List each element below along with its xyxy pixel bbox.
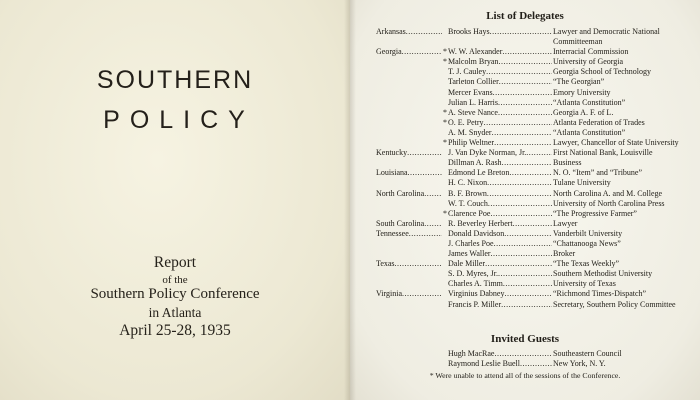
- delegate-name: Donald Davidson: [448, 228, 505, 238]
- delegate-row: [376, 77, 690, 87]
- delegate-affiliation: Vanderbilt University: [553, 228, 623, 238]
- leader-dots: [487, 189, 552, 199]
- state-cell: [376, 178, 442, 188]
- leader-dots: [492, 128, 552, 138]
- delegate-row: [376, 219, 690, 229]
- state-cell: [376, 128, 442, 138]
- delegate-name-cell: [447, 118, 552, 128]
- leader-dots: [490, 27, 552, 47]
- state-cell: [376, 199, 442, 209]
- absence-asterisk: *: [443, 117, 447, 127]
- leader-dots: [504, 289, 552, 299]
- delegate-affiliation: “Atlanta Constitution”: [553, 97, 626, 107]
- leader-dots: [490, 209, 552, 219]
- leader-dots: [485, 259, 552, 269]
- leader-dots: [494, 349, 552, 359]
- delegate-row: [376, 249, 690, 259]
- leader-dots: [499, 77, 552, 87]
- state-cell: [376, 88, 442, 98]
- delegate-name-cell: [447, 158, 552, 168]
- delegate-name-cell: [447, 209, 552, 219]
- leader-dots: [498, 57, 552, 67]
- leader-dots: [509, 168, 552, 178]
- leader-dots: [504, 229, 552, 239]
- state-cell: [376, 57, 442, 67]
- delegate-name-cell: [447, 128, 552, 138]
- delegate-affiliation: Interracial Commission: [553, 47, 629, 57]
- delegate-name-cell: [447, 67, 552, 77]
- absence-asterisk: *: [443, 47, 447, 57]
- delegate-affiliation: University of Georgia: [553, 57, 624, 67]
- leader-dots: [406, 27, 442, 47]
- leader-dots: [513, 219, 552, 229]
- delegate-row: [376, 57, 690, 67]
- delegate-affiliation: Southern Methodist University: [553, 269, 653, 279]
- state-name: North Carolina: [376, 188, 425, 198]
- delegate-name: Philip Weltner: [448, 138, 495, 148]
- delegate-affiliation: Georgia A. F. of L.: [553, 107, 614, 117]
- delegate-affiliation: N. O. “Item” and “Tribune”: [553, 168, 643, 178]
- guest-name-cell: [447, 359, 552, 369]
- state-cell: [376, 189, 442, 199]
- delegate-row: [376, 209, 690, 219]
- delegate-row: [376, 229, 690, 239]
- delegate-affiliation: North Carolina A. and M. College: [553, 188, 663, 198]
- delegate-name: Francis P. Miller: [448, 299, 502, 309]
- delegates-heading: List of Delegates: [486, 10, 564, 22]
- cover-title-line2: POLICY: [103, 106, 255, 134]
- state-cell: [376, 77, 442, 87]
- delegate-affiliation: “Chattanooga News”: [553, 238, 621, 248]
- cover-report-line4: in Atlanta: [148, 305, 202, 320]
- leader-dots: [491, 249, 552, 259]
- leader-dots: [493, 88, 552, 98]
- delegate-name: W. W. Alexander: [448, 47, 503, 57]
- leader-dots: [402, 47, 442, 57]
- cover-report-line3: Southern Policy Conference: [90, 286, 260, 302]
- delegate-name-cell: [447, 77, 552, 87]
- delegate-row: [376, 239, 690, 249]
- delegate-row: [376, 259, 690, 269]
- delegate-name: A. M. Snyder: [448, 127, 492, 137]
- delegate-affiliation: “The Texas Weekly”: [553, 259, 620, 269]
- state-cell: [376, 239, 442, 249]
- state-cell: [376, 259, 442, 269]
- state-cell: [376, 138, 442, 148]
- leader-dots: [501, 300, 552, 310]
- delegate-row: [376, 300, 690, 310]
- guests-heading: Invited Guests: [490, 333, 560, 345]
- delegate-affiliation: Tulane University: [553, 178, 611, 188]
- state-cell: [376, 229, 442, 239]
- delegate-name-cell: [447, 300, 552, 310]
- delegate-name-cell: [447, 249, 552, 259]
- delegate-row: [376, 148, 690, 158]
- state-name: Louisiana: [376, 168, 408, 178]
- state-name: Kentucky: [376, 148, 408, 158]
- delegate-name: Brooks Hays: [448, 27, 490, 36]
- state-cell: [376, 289, 442, 299]
- guest-row: [376, 349, 690, 359]
- delegate-row: [376, 128, 690, 138]
- delegate-affiliation: “Atlanta Constitution”: [553, 127, 626, 137]
- delegate-row: [376, 108, 690, 118]
- delegate-row: [376, 178, 690, 188]
- leader-dots: [520, 359, 552, 369]
- leader-dots: [502, 158, 552, 168]
- leader-dots: [424, 189, 442, 199]
- state-cell: [376, 27, 442, 47]
- guest-name: Raymond Leslie Buell: [448, 359, 520, 369]
- leader-dots: [409, 229, 442, 239]
- leader-dots: [502, 47, 552, 57]
- state-cell: [376, 158, 442, 168]
- delegate-name-cell: [447, 88, 552, 98]
- delegate-name: O. E. Petry: [448, 117, 484, 127]
- delegate-row: [376, 168, 690, 178]
- leader-dots: [484, 118, 552, 128]
- delegate-name: B. F. Brown: [448, 188, 487, 198]
- state-cell: [376, 47, 442, 57]
- leader-dots: [424, 219, 442, 229]
- delegate-row: [376, 289, 690, 299]
- leader-dots: [487, 178, 552, 188]
- delegate-affiliation: Secretary, Southern Policy Committee: [553, 299, 676, 309]
- guest-affiliation: Southeastern Council: [553, 349, 622, 358]
- delegate-affiliation: “The Progressive Farmer”: [553, 208, 637, 218]
- delegate-name: Edmond Le Breton: [448, 168, 510, 178]
- delegate-name: James Waller: [448, 249, 491, 259]
- delegate-name-cell: [447, 239, 552, 249]
- state-cell: [376, 269, 442, 279]
- delegate-name: Virginius Dabney: [448, 289, 505, 299]
- delegate-row: [376, 189, 690, 199]
- delegate-name-cell: [447, 219, 552, 229]
- delegate-name: Dillman A. Rash: [448, 158, 502, 168]
- state-cell: [376, 168, 442, 178]
- state-name: Arkansas: [376, 27, 406, 36]
- guest-list: [376, 349, 690, 369]
- guest-name-cell: [447, 349, 552, 359]
- delegate-name-cell: [447, 199, 552, 209]
- delegate-row: [376, 138, 690, 148]
- delegate-row: [376, 269, 690, 279]
- leader-dots: [402, 289, 442, 299]
- delegate-affiliation: Atlanta Federation of Trades: [553, 117, 645, 127]
- delegate-name-cell: [447, 229, 552, 239]
- delegate-row: [376, 67, 690, 77]
- delegate-affiliation: University of Texas: [553, 279, 616, 289]
- delegate-affiliation: Georgia School of Technology: [553, 67, 652, 77]
- delegate-name-cell: [447, 27, 552, 47]
- delegate-affiliation: Lawyer and Democratic National Committeeman: [553, 27, 660, 47]
- cover-report-line5: April 25-28, 1935: [119, 322, 231, 339]
- leader-dots: [498, 108, 552, 118]
- delegate-row: [376, 88, 690, 98]
- state-name: Texas: [376, 259, 395, 269]
- delegate-name-cell: [447, 289, 552, 299]
- delegate-name-cell: [447, 259, 552, 269]
- footnote: * Were unable to attend all of the sessions of the Conference.: [429, 371, 621, 380]
- state-name: Tennessee: [376, 228, 409, 238]
- delegate-row: [376, 27, 690, 47]
- delegate-name-cell: [447, 138, 552, 148]
- delegate-affiliation: “The Georgian”: [553, 77, 605, 87]
- delegate-name-cell: [447, 57, 552, 67]
- cover-title-line1: SOUTHERN: [96, 66, 254, 94]
- delegate-name: H. C. Nixon: [448, 178, 488, 188]
- delegate-row: [376, 118, 690, 128]
- leader-dots: [408, 168, 442, 178]
- delegate-name-cell: [447, 279, 552, 289]
- state-cell: [376, 118, 442, 128]
- delegate-row: [376, 199, 690, 209]
- delegate-name: Tarleton Collier: [448, 77, 499, 87]
- guest-name: Hugh MacRae: [448, 349, 495, 358]
- delegate-row: [376, 47, 690, 57]
- absence-asterisk: *: [443, 107, 447, 117]
- state-cell: [376, 219, 442, 229]
- delegate-affiliation: Emory University: [553, 87, 611, 97]
- delegate-name: T. J. Cauley: [448, 67, 487, 77]
- state-cell: [376, 279, 442, 289]
- leader-dots: [498, 98, 552, 108]
- delegate-row: [376, 98, 690, 108]
- delegate-name-cell: [447, 168, 552, 178]
- leader-dots: [407, 148, 442, 158]
- absence-asterisk: *: [443, 57, 447, 67]
- indent-spacer: [376, 349, 447, 359]
- state-cell: [376, 209, 442, 219]
- delegate-name: Charles A. Timm: [448, 279, 503, 289]
- delegate-name: Julian L. Harris: [448, 97, 498, 107]
- delegate-name-cell: [447, 47, 552, 57]
- delegate-affiliation: First National Bank, Louisville: [553, 148, 653, 158]
- delegate-name: J. Van Dyke Norman, Jr.: [448, 148, 527, 158]
- delegate-name: Clarence Poe: [448, 208, 491, 218]
- delegate-row: [376, 158, 690, 168]
- delegate-name: A. Steve Nance: [448, 107, 498, 117]
- delegate-name: J. Charles Poe: [448, 238, 494, 248]
- state-cell: [376, 148, 442, 158]
- state-cell: [376, 300, 442, 310]
- delegate-name: W. T. Couch: [448, 198, 488, 208]
- state-name: South Carolina: [376, 218, 425, 228]
- leader-dots: [494, 138, 552, 148]
- delegate-affiliation: Lawyer, Chancellor of State University: [553, 138, 679, 148]
- delegate-affiliation: “Richmond Times-Dispatch”: [553, 289, 647, 299]
- state-name: Georgia: [376, 47, 402, 57]
- state-cell: [376, 108, 442, 118]
- delegate-name: S. D. Myres, Jr.: [448, 269, 499, 279]
- state-name: Virginia: [376, 289, 403, 299]
- leader-dots: [498, 269, 552, 279]
- guest-affiliation: New York, N. Y.: [553, 359, 606, 369]
- delegate-row: [376, 279, 690, 289]
- state-cell: [376, 67, 442, 77]
- delegate-name: Mercer Evans: [448, 87, 493, 97]
- leader-dots: [494, 239, 552, 249]
- delegate-affiliation: Lawyer: [553, 218, 578, 228]
- delegate-name-cell: [447, 98, 552, 108]
- delegate-name-cell: [447, 178, 552, 188]
- delegate-name-cell: [447, 269, 552, 279]
- absence-asterisk: *: [443, 208, 447, 218]
- indent-spacer: [376, 359, 447, 369]
- delegate-affiliation: Business: [553, 158, 582, 168]
- delegate-name-cell: [447, 148, 552, 158]
- state-cell: [376, 249, 442, 259]
- delegate-affiliation: Broker: [553, 249, 576, 259]
- leader-dots: [488, 199, 552, 209]
- cover-report-line1: Report: [153, 254, 197, 271]
- cover-report-line2: of the: [162, 274, 188, 286]
- delegate-affiliation: University of North Carolina Press: [553, 198, 665, 208]
- leader-dots: [526, 148, 552, 158]
- delegate-name: Dale Miller: [448, 259, 486, 269]
- leader-dots: [503, 279, 552, 289]
- leader-dots: [395, 259, 442, 269]
- state-cell: [376, 98, 442, 108]
- delegate-name-cell: [447, 108, 552, 118]
- delegate-list: [376, 27, 690, 310]
- absence-asterisk: *: [443, 138, 447, 148]
- delegate-name-cell: [447, 189, 552, 199]
- leader-dots: [486, 67, 552, 77]
- delegate-name: R. Beverley Herbert: [448, 218, 513, 228]
- delegate-name: Malcolm Bryan: [448, 57, 499, 67]
- guest-row: [376, 359, 690, 369]
